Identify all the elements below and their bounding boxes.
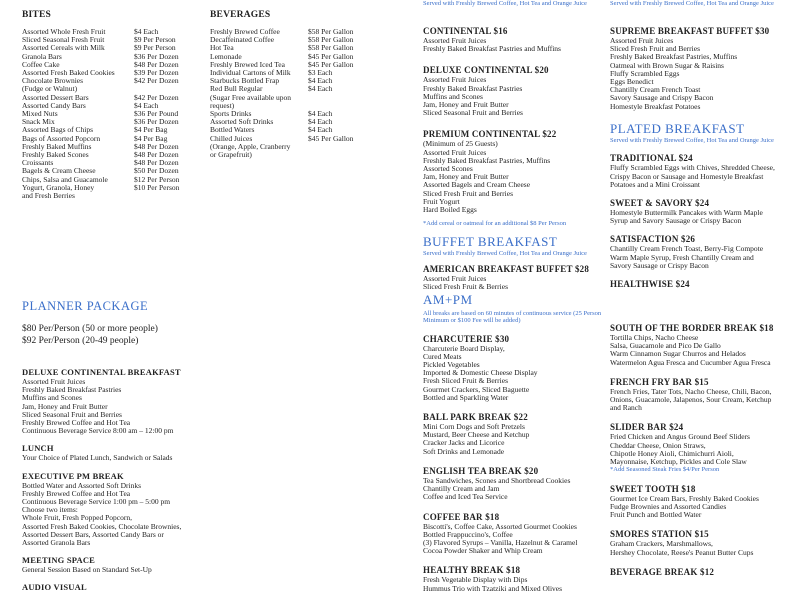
bites-item-name: (Fudge or Walnut) — [22, 84, 78, 94]
south-border-section-line: Warm Cinnamon Sugar Churros and Helados — [610, 349, 746, 359]
premium-continental-section-line: Assorted Bagels and Cream Cheese — [423, 180, 531, 190]
beverage-item-name: Freshly Brewed Iced Tea — [210, 59, 285, 69]
beverage-item-name: Chilled Juices — [210, 133, 253, 143]
ballpark-break-section — [423, 412, 605, 456]
planner-section-line: Bottled Water and Assorted Soft Drinks — [22, 480, 142, 490]
planner-package — [0, 290, 415, 600]
beverage-item-price: $4 Each — [308, 76, 333, 86]
beverage-item-name: (Sugar Free available upon request) — [210, 92, 292, 110]
premium-continental-section — [423, 129, 605, 214]
bites-item-name: Snack Mix — [22, 117, 55, 127]
beverage-row — [210, 94, 415, 110]
plated-breakfast-header-title: PLATED BREAKFAST — [610, 120, 745, 136]
slider-bar-section-line: Cheddar Cheese, Onion Straws, — [610, 440, 706, 450]
healthy-break-section-line: Hummus Trio with Tzatziki and Mixed Olives — [423, 583, 563, 593]
sweet-savory-section-heading: SWEET & SAVORY $24 — [610, 197, 710, 208]
sweet-savory-section-line: Syrup and Savory Sausage or Crispy Bacon — [610, 216, 742, 226]
french-fry-bar-section-line: Onions, Guacamole, Jalapenos, Sour Cream, Ketchup — [610, 394, 772, 404]
beverage-item-price: $4 Each — [308, 109, 333, 119]
ballpark-break-section-line: Cracker Jacks and Licorice — [423, 438, 505, 448]
bites-item-price: $36 Per Pound — [134, 109, 179, 119]
english-tea-section — [423, 466, 605, 502]
bites-item-name: Assorted Cereals with Milk — [22, 43, 105, 53]
healthy-break-section-line: Fresh Vegetable Display with Dips — [423, 575, 528, 585]
planner-section — [22, 582, 412, 592]
beverage-item-price: $4 Each — [308, 84, 333, 94]
beverages-column — [205, 0, 415, 290]
healthy-break-section — [423, 565, 605, 592]
english-tea-section-line: Chantilly Cream and Jam — [423, 484, 500, 494]
beverage-item-price: $58 Per Gallon — [308, 35, 354, 45]
beverage-item-price: $58 Per Gallon — [308, 43, 354, 53]
beverage-item-name: (Orange, Apple, Cranberry — [210, 141, 291, 151]
beverage-item-price — [308, 94, 415, 110]
cereal-note: *Add cereal or oatmeal for an additional $8 Per Person — [423, 220, 567, 228]
ballpark-break-section-heading: BALL PARK BREAK $22 — [423, 412, 528, 423]
bites-item-name: Coffee Cake — [22, 59, 60, 69]
beverage-item-price: $45 Per Gallon — [308, 59, 354, 69]
bites-item-price: $50 Per Dozen — [134, 166, 179, 176]
american-buffet-section-line: Assorted Fruit Juices — [423, 274, 487, 284]
bites-item-name: Mixed Nuts — [22, 109, 58, 119]
buffet-breakfast-header-subtitle: Served with Freshly Brewed Coffee, Hot Tea and Orange Juice — [423, 249, 587, 257]
charcuterie-section-line: Imported & Domestic Cheese Display — [423, 368, 538, 378]
column-four — [605, 0, 800, 600]
supreme-buffet-section-heading: SUPREME BREAKFAST BUFFET $30 — [610, 26, 770, 36]
beverage-item-price: $45 Per Gallon — [308, 51, 354, 61]
supreme-subtitle: Served with Freshly Brewed Coffee, Hot Tea and Orange Juice — [610, 0, 774, 7]
buffet-breakfast-header-title: BUFFET BREAKFAST — [423, 233, 558, 249]
coffee-bar-section-line: (3) Flavored Syrups – Vanilla, Hazelnut & Caramel — [423, 537, 578, 547]
planner-section-line: Continuous Beverage Service 8:00 am – 12:00 pm — [22, 426, 174, 436]
ampm-header-title: AM+PM — [423, 291, 473, 307]
english-tea-section-line: Tea Sandwiches, Scones and Shortbread Cookies — [423, 475, 571, 485]
smores-station-section-line: Graham Crackers, Marshmallows, — [610, 539, 713, 549]
traditional-section-line: Potatoes and a Mini Croissant — [610, 179, 700, 189]
beverages-heading: BEVERAGES — [210, 10, 271, 20]
french-fry-bar-section-line: French Fries, Tater Tots, Nacho Cheese, Chili, Bacon, — [610, 386, 772, 396]
deluxe-continental-section-line: Jam, Honey and Fruit Butter — [423, 100, 509, 110]
beverage-item-price: $4 Each — [308, 125, 333, 135]
south-border-section — [610, 323, 800, 367]
planner-price-1: $80 Per/Person (50 or more people) — [22, 324, 158, 334]
planner-section-heading: AUDIO VISUAL — [22, 582, 87, 593]
beverage-item-name: Starbucks Bottled Frap — [210, 76, 280, 86]
plated-breakfast-header-subtitle: Served with Freshly Brewed Coffee, Hot Tea and Orange Juice — [610, 136, 774, 144]
planner-section-line: Muffins and Scones — [22, 393, 82, 403]
healthwise-section-heading: HEALTHWISE $24 — [610, 278, 690, 289]
traditional-section-heading: TRADITIONAL $24 — [610, 153, 693, 164]
slider-bar-section-line: Mayonnaise, Ketchup, Pickles and Cole Slaw — [610, 456, 747, 466]
continental-section-line: Assorted Fruit Juices — [423, 36, 487, 45]
ballpark-break-section-line: Soft Drinks and Lemonade — [423, 446, 505, 456]
beverages-section — [210, 10, 415, 159]
supreme-buffet-section-line: Oatmeal with Brown Sugar & Raisins — [610, 60, 724, 70]
supreme-buffet-section-line: Eggs Benedict — [610, 77, 654, 87]
planner-section-line: Continuous Beverage Service 1:00 pm – 5:00 pm — [22, 497, 171, 507]
planner-pricing — [22, 324, 158, 347]
beverage-break-section — [610, 567, 800, 577]
supreme-buffet-section-line: Fluffy Scrambled Eggs — [610, 68, 680, 78]
bites-item-price: $42 Per Dozen — [134, 92, 179, 102]
bites-column — [0, 0, 205, 290]
south-border-section-line: Tortilla Chips, Nacho Cheese — [610, 332, 699, 342]
premium-continental-section-line: Fruit Yogurt — [423, 196, 460, 206]
beverage-item-price: $4 Each — [308, 117, 333, 127]
traditional-section-line: Crispy Bacon or Sausage and Homestyle Breakfast — [610, 171, 764, 181]
beverage-item-name: Sports Drinks — [210, 109, 252, 119]
beverage-item-name: or Grapefruit) — [210, 150, 252, 160]
bites-item-name: Assorted Whole Fresh Fruit — [22, 27, 106, 36]
ballpark-break-section-line: Mini Corn Dogs and Soft Pretzels — [423, 422, 525, 432]
continental-section-heading: CONTINENTAL $16 — [423, 26, 508, 36]
premium-continental-section-line: Assorted Scones — [423, 164, 473, 174]
coffee-bar-section-line: Bottled Frappuccino's, Coffee — [423, 529, 513, 539]
bites-heading: BITES — [22, 10, 51, 20]
bites-section — [22, 10, 205, 200]
planner-title: PLANNER PACKAGE — [22, 299, 149, 313]
bites-item-price: $9 Per Person — [134, 43, 176, 53]
beverage-break-section-heading: BEVERAGE BREAK $12 — [610, 566, 715, 577]
bites-item-name: Granola Bars — [22, 51, 62, 61]
slider-bar-section-line: Fried Chicken and Angus Ground Beef Sliders — [610, 432, 750, 442]
planner-section-heading: LUNCH — [22, 443, 54, 454]
planner-section — [22, 367, 412, 435]
premium-continental-section-subtitle: (Minimum of 25 Guests) — [423, 139, 498, 149]
bites-item-price: $4 Each — [134, 27, 159, 36]
bites-item-price: $48 Per Dozen — [134, 150, 179, 160]
premium-continental-section-line: Jam, Honey and Fruit Butter — [423, 172, 509, 182]
beverage-item-name: Hot Tea — [210, 43, 234, 53]
planner-section — [22, 555, 412, 574]
bites-item-name: Chips, Salsa and Guacamole — [22, 174, 108, 184]
ampm-header — [423, 292, 605, 325]
bites-item-name: Freshly Baked Scones — [22, 150, 89, 160]
charcuterie-section-line: Fresh Sliced Fruit & Berries — [423, 376, 508, 386]
bites-item-price: $36 Per Dozen — [134, 117, 179, 127]
supreme-buffet-section-line: Savory Sausage and Crispy Bacon — [610, 93, 714, 103]
bites-item-name: Yogurt, Granola, Honey — [22, 182, 95, 192]
bites-item-name: Croissants — [22, 158, 54, 168]
beverage-item-name: Decaffeinated Coffee — [210, 35, 275, 45]
charcuterie-section — [423, 334, 605, 402]
planner-section-line: Choose two items: — [22, 505, 78, 515]
bites-item-name: Assorted Dessert Bars — [22, 92, 89, 102]
deluxe-continental-section-line: Muffins and Scones — [423, 91, 483, 101]
ballpark-break-section-line: Mustard, Beer Cheese and Ketchup — [423, 430, 530, 440]
bites-item-name: Bags of Assorted Popcorn — [22, 133, 101, 143]
planner-section-heading: EXECUTIVE PM BREAK — [22, 470, 124, 481]
beverage-item-price — [308, 143, 415, 151]
bites-item-price: $48 Per Dozen — [134, 158, 179, 168]
bites-item-price: $42 Per Dozen — [134, 76, 179, 86]
beverages-list — [210, 28, 415, 159]
planner-price-2: $92 Per/Person (20-49 people) — [22, 335, 139, 346]
planner-section-line: Assorted Dessert Bars, Assorted Candy Bars or — [22, 529, 164, 539]
supreme-buffet-section-line: Freshly Baked Breakfast Pastries, Muffins — [610, 52, 738, 62]
healthwise-section — [610, 279, 800, 289]
bites-item-price — [134, 192, 205, 200]
planner-section-line: Freshly Baked Breakfast Pastries — [22, 385, 122, 395]
supreme-buffet-section-line: Chantilly Cream French Toast — [610, 85, 701, 95]
south-border-section-line: Watermelon Agua Fresca and Cucumber Agua Fresca — [610, 357, 771, 367]
bites-item-name: Assorted Bags of Chips — [22, 125, 94, 135]
column-three — [415, 0, 605, 600]
premium-continental-section-heading: PREMIUM CONTINENTAL $22 — [423, 129, 557, 140]
charcuterie-section-line: Pickled Vegetables — [423, 360, 480, 370]
bites-item-price: $48 Per Dozen — [134, 59, 179, 69]
american-buffet-section-heading: AMERICAN BREAKFAST BUFFET $28 — [423, 264, 590, 275]
continental-section — [423, 26, 605, 53]
beverage-item-name: Lemonade — [210, 51, 242, 61]
bites-item-price: $4 Each — [134, 100, 159, 110]
continental-subtitle: Served with Freshly Brewed Coffee, Hot Tea and Orange Juice — [423, 0, 587, 7]
planner-section-line: Sliced Seasonal Fruit and Berries — [22, 409, 122, 419]
planner-section-line: Whole Fruit, Fresh Popped Popcorn, — [22, 513, 132, 523]
column-four-content — [610, 26, 800, 578]
beverage-item-name: Red Bull Regular — [210, 84, 263, 94]
bites-item-price: $12 Per Person — [134, 174, 180, 184]
satisfaction-section-heading: SATISFACTION $26 — [610, 234, 696, 245]
charcuterie-section-heading: CHARCUTERIE $30 — [423, 333, 510, 344]
charcuterie-section-line: Charcuterie Board Display, — [423, 343, 505, 353]
sweet-tooth-section — [610, 484, 800, 520]
satisfaction-section-line: Savory Sausage or Crispy Bacon — [610, 260, 709, 270]
premium-continental-section-line: Hard Boiled Eggs — [423, 205, 477, 215]
planner-section-heading: DELUXE CONTINENTAL BREAKFAST — [22, 367, 181, 377]
buffet-breakfast-header — [423, 234, 605, 258]
planner-sections — [22, 367, 412, 593]
beverage-item-name: Individual Cartons of Milk — [210, 68, 291, 78]
bites-item-price: $9 Per Person — [134, 35, 176, 45]
sweet-tooth-section-heading: SWEET TOOTH $18 — [610, 483, 696, 494]
charcuterie-section-line: Cured Meats — [423, 351, 462, 361]
bites-item-name: Freshly Baked Muffins — [22, 141, 92, 151]
deluxe-continental-section-line: Assorted Fruit Juices — [423, 75, 487, 85]
coffee-bar-section — [423, 512, 605, 556]
american-buffet-section-line: Sliced Fresh Fruit & Berries — [423, 282, 508, 292]
satisfaction-section — [610, 234, 800, 270]
sweet-tooth-section-line: Fruit Punch and Bottled Water — [610, 510, 702, 520]
beverage-item-name: Assorted Soft Drinks — [210, 117, 274, 127]
deluxe-continental-section-line: Freshly Baked Breakfast Pastries — [423, 83, 523, 93]
satisfaction-section-line: Chantilly Cream French Toast, Berry-Fig Compote — [610, 244, 764, 254]
bites-item-price: $10 Per Person — [134, 182, 180, 192]
supreme-buffet-section-line: Homestyle Breakfast Potatoes — [610, 101, 701, 111]
english-tea-section-line: Coffee and Iced Tea Service — [423, 492, 508, 502]
deluxe-continental-section — [423, 65, 605, 117]
coffee-bar-section-heading: COFFEE BAR $18 — [423, 511, 500, 522]
sweet-tooth-section-line: Gourmet Ice Cream Bars, Freshly Baked Cookies — [610, 493, 759, 503]
slider-bar-section-note: *Add Seasoned Steak Fries $4/Per Person — [610, 466, 720, 474]
premium-continental-section-line: Sliced Fresh Fruit and Berries — [423, 188, 513, 198]
bites-item-name: Chocolate Brownies — [22, 76, 84, 86]
planner-section-heading: MEETING SPACE — [22, 555, 96, 566]
deluxe-continental-section-line: Sliced Seasonal Fruit and Berries — [423, 108, 523, 118]
supreme-buffet-section-line: Assorted Fruit Juices — [610, 36, 674, 45]
coffee-bar-section-line: Cocoa Powder Shaker and Whip Cream — [423, 546, 543, 556]
bites-item-price: $36 Per Dozen — [134, 51, 179, 61]
planner-section-line: Assorted Fresh Baked Cookies, Chocolate Brownies, — [22, 521, 182, 531]
planner-section-line: Freshly Brewed Coffee and Hot Tea — [22, 488, 131, 498]
traditional-section-line: Fluffy Scrambled Eggs with Chives, Shredded Cheese, — [610, 163, 775, 173]
planner-section-line: Freshly Brewed Coffee and Hot Tea — [22, 418, 131, 428]
bites-item-name: Sliced Seasonal Fresh Fruit — [22, 35, 105, 45]
bites-item-name: Assorted Fresh Baked Cookies — [22, 68, 115, 78]
continental-section-line: Freshly Baked Breakfast Pastries and Muffins — [423, 44, 561, 54]
column-three-content — [423, 26, 605, 593]
plated-breakfast-header — [610, 121, 800, 145]
planner-section — [22, 471, 412, 548]
beverage-item-price: $45 Per Gallon — [308, 133, 354, 143]
planner-section-line: Assorted Granola Bars — [22, 538, 91, 548]
healthy-break-section-heading: HEALTHY BREAK $18 — [423, 565, 521, 576]
smores-station-section-line: Hershey Chocolate, Reese's Peanut Butter Cups — [610, 547, 754, 557]
american-buffet-section — [423, 264, 605, 291]
slider-bar-section-line: Chipotle Honey Aioli, Chimichurri Aioli, — [610, 448, 734, 458]
slider-bar-section — [610, 422, 800, 473]
traditional-section — [610, 153, 800, 189]
sweet-savory-section — [610, 198, 800, 225]
deluxe-continental-section-heading: DELUXE CONTINENTAL $20 — [423, 65, 549, 76]
beverage-item-name: Freshly Brewed Coffee — [210, 27, 280, 36]
charcuterie-section-line: Bottled and Sparkling Water — [423, 392, 509, 402]
beverage-item-price: $58 Per Gallon — [308, 27, 354, 36]
smores-station-section — [610, 529, 800, 556]
premium-continental-section-line: Freshly Baked Breakfast Pastries, Muffins — [423, 155, 551, 165]
beverage-row — [210, 151, 415, 159]
planner-section-line: Jam, Honey and Fruit Butter — [22, 401, 108, 411]
planner-section-line: Your Choice of Plated Lunch, Sandwich or Salads — [22, 453, 173, 463]
french-fry-bar-section-heading: FRENCH FRY BAR $15 — [610, 376, 709, 387]
bites-row — [22, 192, 205, 200]
sweet-tooth-section-line: Fudge Brownies and Assorted Candies — [610, 501, 727, 511]
south-border-section-heading: SOUTH OF THE BORDER BREAK $18 — [610, 322, 774, 333]
bites-item-name: and Fresh Berries — [22, 191, 75, 201]
satisfaction-section-line: Warm Maple Syrup, Fresh Chantilly Cream and — [610, 252, 754, 262]
english-tea-section-heading: ENGLISH TEA BREAK $20 — [423, 465, 539, 476]
beverage-item-price: $3 Each — [308, 68, 333, 78]
bites-list — [22, 28, 205, 200]
bites-item-price: $4 Per Bag — [134, 125, 168, 135]
beverage-item-price — [308, 151, 415, 159]
bites-item-price: $48 Per Dozen — [134, 141, 179, 151]
bites-item-price: $39 Per Dozen — [134, 68, 179, 78]
supreme-buffet-section-line: Sliced Fresh Fruit and Berries — [610, 44, 700, 54]
south-border-section-line: Salsa, Guacamole and Pico De Gallo — [610, 341, 721, 351]
smores-station-section-heading: SMORES STATION $15 — [610, 529, 709, 540]
planner-section-line: Assorted Fruit Juices — [22, 377, 86, 386]
french-fry-bar-section-line: and Ranch — [610, 403, 642, 413]
premium-continental-section-line: Assorted Fruit Juices — [423, 147, 487, 157]
planner-section-line: General Session Based on Standard Set-Up — [22, 565, 152, 575]
sweet-savory-section-line: Homestyle Buttermilk Pancakes with Warm Maple — [610, 207, 763, 217]
slider-bar-section-heading: SLIDER BAR $24 — [610, 422, 684, 433]
planner-section — [22, 443, 412, 462]
french-fry-bar-section — [610, 377, 800, 413]
ampm-header-note: All breaks are based on 60 minutes of continuous service (25 Person Minimum or $100 Fee will be added) — [423, 309, 602, 325]
bites-item-name: Assorted Candy Bars — [22, 100, 86, 110]
bites-item-name: Bagels & Cream Cheese — [22, 166, 96, 176]
coffee-bar-section-line: Biscotti's, Coffee Cake, Assorted Gourmet Cookies — [423, 521, 577, 531]
beverage-item-name: Bottled Waters — [210, 125, 255, 135]
supreme-buffet-section — [610, 26, 800, 111]
charcuterie-section-line: Gourmet Crackers, Sliced Baguette — [423, 384, 530, 394]
bites-item-price: $4 Per Bag — [134, 133, 168, 143]
